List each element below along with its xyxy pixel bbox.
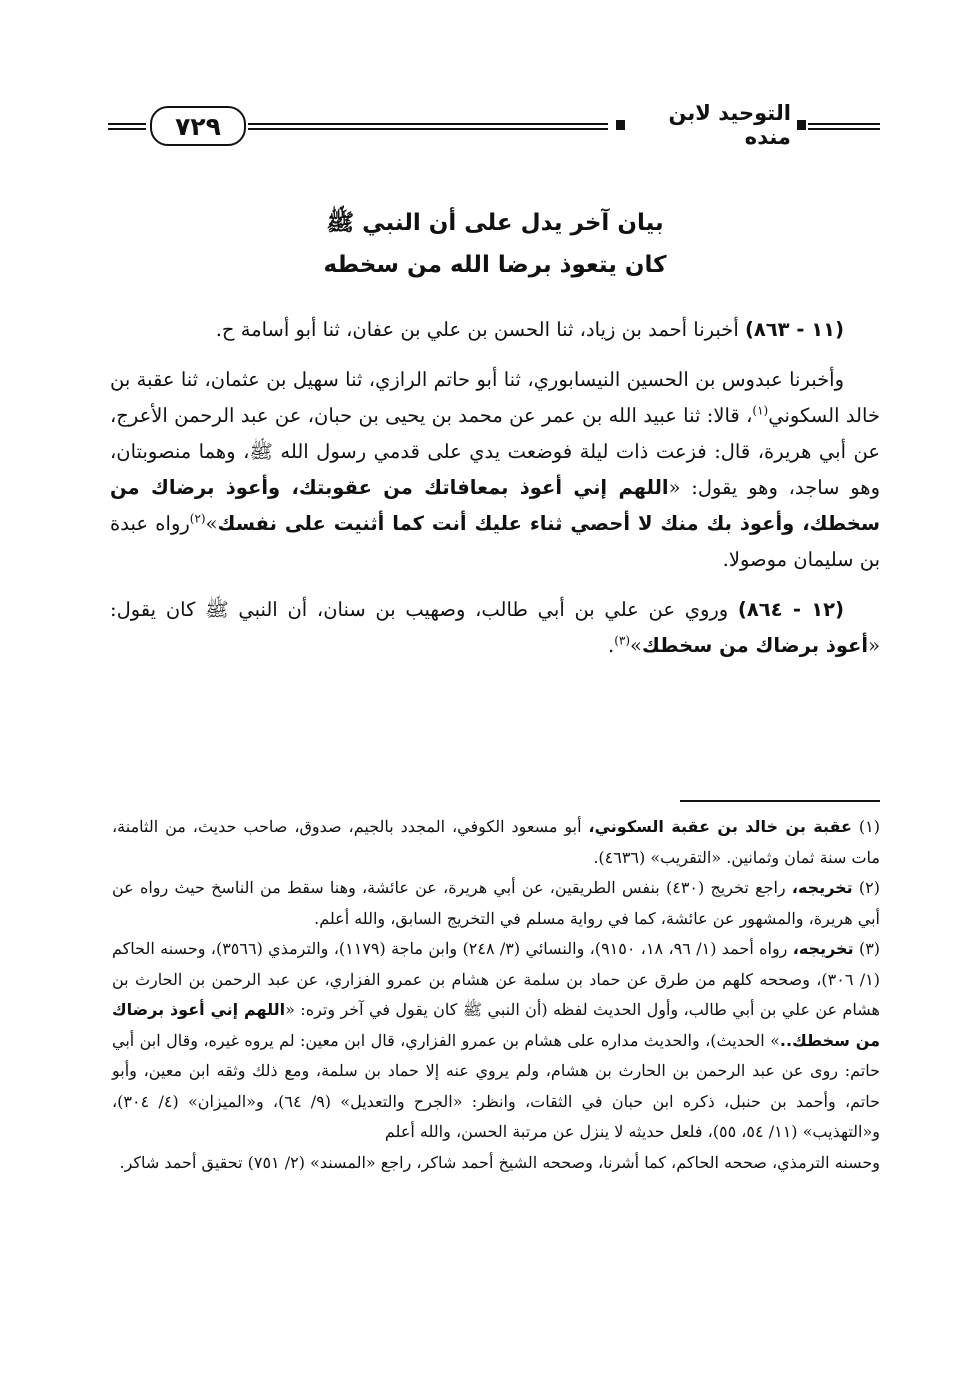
hadith-863-number: (١١ - ٨٦٣) [744, 318, 844, 341]
hadith-864-text-1: وروي عن علي بن أبي طالب، وصهيب بن سنان، أن النبي ﷺ كان يقول: « [110, 598, 880, 657]
chapter-heading [110, 202, 880, 286]
chapter-heading-line-1: بيان آخر يدل على أن النبي ﷺ [326, 210, 664, 236]
main-text [110, 312, 880, 664]
running-header [108, 100, 880, 150]
hadith-863-chain-1: وأخبرنا عبدوس بن الحسين النيسابوري، ثنا أبو حاتم الرازي، ثنا سهيل بن عثمان، ثنا عقبة بن خالد السكوني [110, 368, 880, 427]
footnote-1-number: (١) [858, 817, 880, 836]
book-title: التوحيد لابن منده [668, 101, 791, 149]
hadith-863-tail: رواه عبدة بن سليمان موصولا. [110, 512, 880, 571]
page-number: ٧٢٩ [150, 106, 246, 146]
footnote-2-text: راجع تخريج (٤٣٠) بنفس الطريقين، عن أبي هريرة، عن عائشة، وهنا سقط من الناسخ حيث رواه عن أبي هريرة، والمشهور عن عائشة، كما في رواية مسلم في التخريج السابق، والله أعلم. [112, 878, 880, 928]
hadith-864: (١٢ - ٨٦٤) وروي عن علي بن أبي طالب، وصهيب بن سنان، أن النبي ﷺ كان يقول: «أعوذ برضاك من سخطك»$^{(٣)}$. [110, 598, 880, 657]
chapter-heading-line-2: كان يتعوذ برضا الله من سخطه [323, 252, 667, 278]
hadith-864-text-2: . [607, 634, 615, 657]
footnote-2-label: تخريجه، [791, 878, 853, 897]
footnote-1 [112, 812, 880, 873]
footnotes [112, 812, 880, 1178]
square-ornament-icon [797, 120, 806, 130]
header-rule-right [808, 123, 880, 130]
footnote-3-number: (٣) [858, 939, 881, 958]
hadith-863-intro [110, 312, 880, 348]
footnote-3-bold: اللهم إني أعوذ برضاك من سخطك.. [112, 1000, 881, 1050]
footnote-3-text-1: رواه أحمد (١/ ٩٦، ١٨، ٩١٥٠)، والنسائي (٣/ ٢٤٨) وابن ماجة (١١٧٩)، والترمذي (٣٥٦٦)، وحسنه الحاكم (١/ ٣٠٦)، وصححه كلهم من طرق عن حماد بن سلمة عن هشام بن عمرو الفزاري، عن عبد الرحمن بن الحارث بن هشام عن علي بن أبي طالب، وأول الحديث لفظه (أن النبي ﷺ كان يقول في آخر وتره: « [112, 939, 880, 1019]
footnote-3-continued: وحسنه الترمذي، صححه الحاكم، كما أشرنا، وصححه الشيخ أحمد شاكر، راجع «المسند» (٢/ ٧٥١) تحقيق أحمد شاكر. [119, 1152, 880, 1172]
footnote-1-name: عقبة بن خالد بن عقبة السكوني، [588, 817, 852, 836]
square-ornament-icon [616, 120, 625, 130]
footnote-2-number: (٢) [858, 878, 880, 897]
footnote-ref-1[interactable]: (١) [752, 403, 769, 418]
hadith-863-isnad-1: أخبرنا أحمد بن زياد، ثنا الحسن بن علي بن عفان، ثنا أبو أسامة ح. [215, 318, 739, 341]
footnote-3 [112, 934, 880, 1148]
header-rule-middle [248, 123, 608, 130]
footnote-3-text-2: » الحديث)، والحديث مداره على هشام بن عمرو الفزاري، قال ابن معين: لم يروه غيره، وقال ابن أبي حاتم: روى عن عبد الرحمن بن الحارث بن هشام، ولم يروي عنه إلا حماد بن سلمة، ومع ذلك وثقه ابن معين، وأبو حاتم، وأحمد بن حنبل، ذكره ابن حبان في الثقات، وانظر: «الجرح والتعديل» (٩/ ٦٤)، و«الميزان» (٤/ ٣٠٤)، و«التهذيب» (١١/ ٥٤، ٥٥)، فلعل حديثه لا ينزل عن مرتبة الحسن، والله أعلم [112, 1030, 880, 1141]
hadith-864-dua: أعوذ برضاك من سخطك [641, 634, 869, 657]
hadith-863-dua: اللهم إني أعوذ بمعافاتك من عقوبتك، وأعوذ برضاك من سخطك، وأعوذ بك منك لا أحصي ثناء عليك أنت كما أثنيت على نفسك [110, 476, 880, 535]
footnote-3-label: تخريجه، [792, 939, 854, 958]
footnote-2 [112, 873, 880, 934]
hadith-864-number: (١٢ - ٨٦٤) [737, 598, 844, 621]
footnote-separator [680, 800, 880, 802]
footnote-ref-3[interactable]: (٣) [614, 633, 631, 648]
header-rule-left [108, 123, 146, 130]
hadith-863-chain-2: ، قالا: ثنا عبيد الله بن عمر عن محمد بن يحيى بن حبان، عن عبد الرحمن الأعرج، عن أبي هريرة، قال: فزعت ذات ليلة فوضعت يدي على قدمي رسول الله ﷺ، وهما منصوبتان، وهو ساجد، وهو يقول: « [110, 404, 880, 499]
hadith-863-body: وأخبرنا عبدوس بن الحسين النيسابوري، ثنا أبو حاتم الرازي، ثنا سهيل بن عثمان، ثنا عقبة بن خالد السكوني$^{(١)}$، قالا: ثنا عبيد الله بن عمر عن محمد بن يحيى بن حبان، عن عبد الرحمن الأعرج، عن أبي هريرة، قال: فزعت ذات ليلة فوضعت يدي على قدمي رسول الله ﷺ، وهما منصوبتان، وهو ساجد، وهو يقول: «اللهم إني أعوذ بمعافاتك من عقوبتك، وأعوذ برضاك من سخطك، وأعوذ بك منك لا أحصي ثناء عليك أنت كما أثنيت على نفسك»$^{(٢)}$رواه عبدة بن سليمان موصولا. [110, 368, 880, 571]
footnote-ref-2[interactable]: (٢) [189, 511, 206, 526]
footnote-1-text: أبو مسعود الكوفي، المجدد بالجيم، صدوق، صاحب حديث، من الثامنة، مات سنة ثمان وثمانين. «التقريب» (٤٦٣٦). [112, 817, 880, 867]
book-title-block [616, 101, 806, 149]
